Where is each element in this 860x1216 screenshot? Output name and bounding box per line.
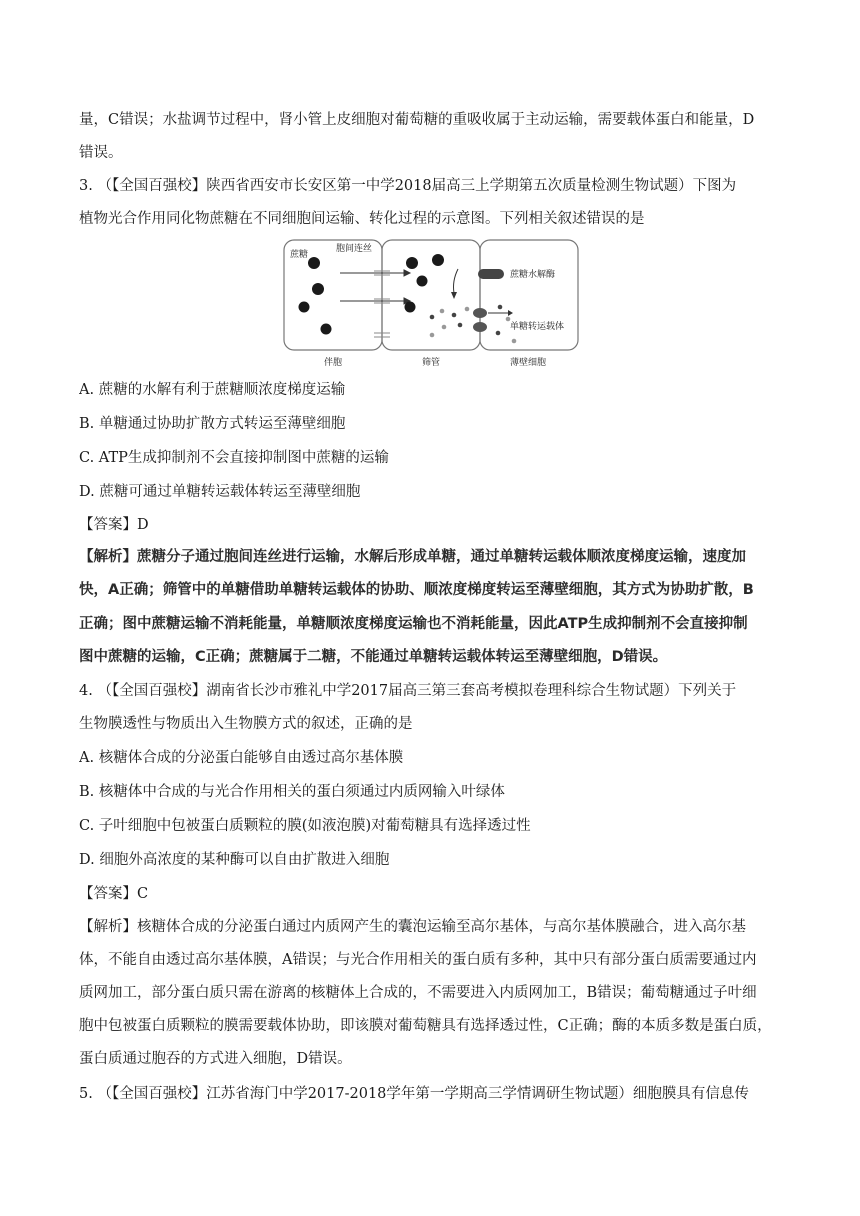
- text-line: 量，C错误；水盐调节过程中，肾小管上皮细胞对葡萄糖的重吸收属于主动运输，需要载体蛋白和能量，D: [79, 112, 755, 128]
- explanation-line: 正确；图中蔗糖运输不消耗能量，单糖顺浓度梯度运输也不消耗能量，因此ATP生成抑制剂不会直接抑制: [79, 616, 748, 632]
- text-line: 错误。: [79, 145, 123, 161]
- option-a: A. 蔗糖的水解有利于蔗糖顺浓度梯度运输: [79, 382, 346, 398]
- label-companion-cell: 伴胞: [324, 358, 343, 368]
- label-parenchyma: 薄壁细胞: [510, 358, 547, 368]
- explanation-line: 【解析】蔗糖分子通过胞间连丝进行运输，水解后形成单糖，通过单糖转运载体顺浓度梯度运输，速度加: [79, 549, 746, 565]
- option-d: D. 蔗糖可通过单糖转运载体转运至薄壁细胞: [79, 484, 361, 500]
- label-sucrose: 蔗糖: [290, 250, 309, 260]
- explanation-line: 快，A正确；筛管中的单糖借助单糖转运载体的协助、顺浓度梯度转运至薄壁细胞，其方式为协助扩散，B: [79, 582, 754, 598]
- question-4-stem: 4. （【全国百强校】湖南省长沙市雅礼中学2017届高三第三套高考模拟卷理科综合生物试题）下列关于: [79, 683, 737, 699]
- label-transporter: 单糖转运载体: [510, 322, 565, 332]
- explanation-line: 图中蔗糖的运输，C正确；蔗糖属于二糖，不能通过单糖转运载体转运至薄壁细胞，D错误。: [79, 649, 668, 665]
- sucrose-molecules: [299, 254, 445, 335]
- invertase-enzyme: [478, 269, 504, 279]
- explanation-line: 质网加工，部分蛋白质只需在游离的核糖体上合成的，不需要进入内质网加工，B错误；葡萄糖通过子叶细: [79, 985, 757, 1001]
- label-sieve-tube: 筛管: [422, 358, 441, 368]
- question-3-stem: 3. （【全国百强校】陕西省西安市长安区第一中学2018届高三上学期第五次质量检测生物试题）下图为: [79, 178, 737, 194]
- hydrolysis-arrow: [454, 269, 459, 293]
- label-plasmodesmata: 胞间连丝: [336, 244, 373, 254]
- explanation-line: 体，不能自由透过高尔基体膜，A错误；与光合作用相关的蛋白质有多种，其中只有部分蛋白质需要通过内: [79, 952, 757, 968]
- explanation-line: 【解析】核糖体合成的分泌蛋白通过内质网产生的囊泡运输至高尔基体，与高尔基体膜融合，进入高尔基: [79, 919, 746, 935]
- explanation-line: 蛋白质通过胞吞的方式进入细胞，D错误。: [79, 1051, 352, 1067]
- question-4-stem: 生物膜透性与物质出入生物膜方式的叙述，正确的是: [79, 716, 413, 732]
- option-a: A. 核糖体合成的分泌蛋白能够自由透过高尔基体膜: [79, 750, 404, 766]
- parenchyma-cell: [480, 240, 578, 350]
- option-b: B. 核糖体中合成的与光合作用相关的蛋白须通过内质网输入叶绿体: [79, 784, 505, 800]
- option-b: B. 单糖通过协助扩散方式转运至薄壁细胞: [79, 416, 346, 432]
- option-d: D. 细胞外高浓度的某种酶可以自由扩散进入细胞: [79, 852, 390, 868]
- answer-label: 【答案】D: [79, 517, 149, 533]
- label-invertase: 蔗糖水解酶: [510, 270, 556, 280]
- option-c: C. 子叶细胞中包被蛋白质颗粒的膜(如液泡膜)对葡萄糖具有选择透过性: [79, 818, 531, 834]
- sucrose-transport-diagram: [282, 237, 582, 370]
- question-5-stem: 5. （【全国百强校】江苏省海门中学2017-2018学年第一学期高三学情调研生物试题）细胞膜具有信息传: [79, 1086, 749, 1102]
- answer-label: 【答案】C: [79, 886, 149, 902]
- option-c: C. ATP生成抑制剂不会直接抑制图中蔗糖的运输: [79, 450, 389, 466]
- monosaccharide-dots: [430, 305, 517, 344]
- explanation-line: 胞中包被蛋白质颗粒的膜需要载体协助，即该膜对葡萄糖具有选择透过性，C正确；酶的本质多数是蛋白质，: [79, 1018, 772, 1034]
- question-3-stem: 植物光合作用同化物蔗糖在不同细胞间运输、转化过程的示意图。下列相关叙述错误的是: [79, 211, 645, 227]
